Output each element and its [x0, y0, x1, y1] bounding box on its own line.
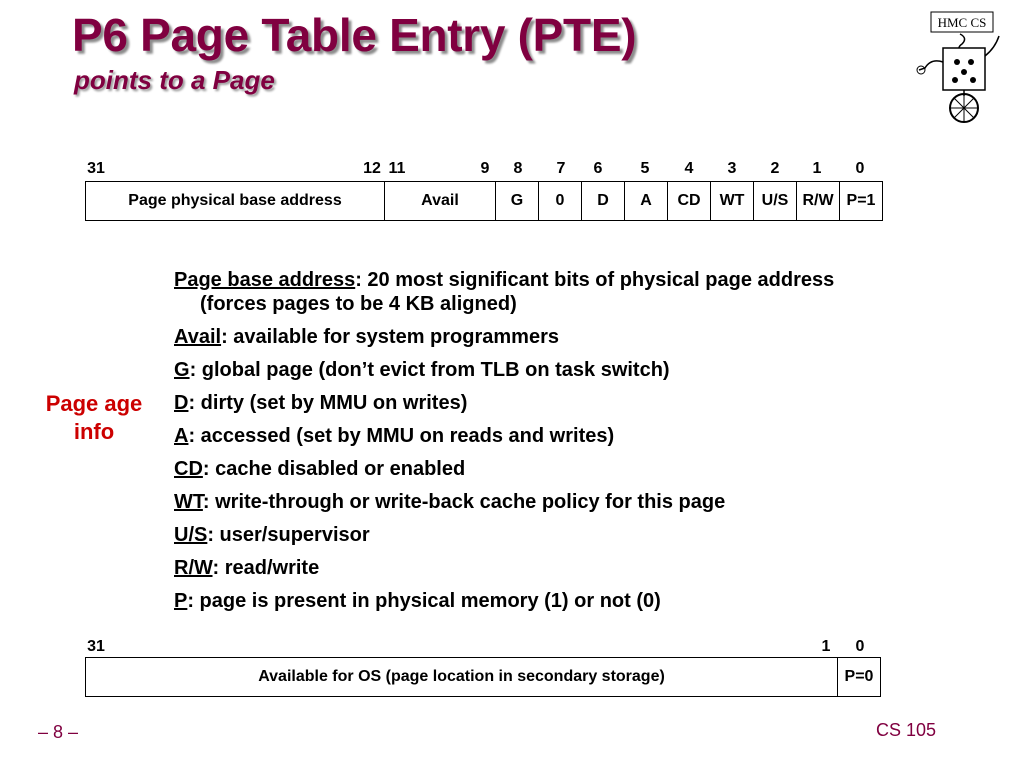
logo-text: HMC CS [937, 15, 987, 30]
desc-term: U/S [174, 524, 208, 546]
field-p0: P=0 [838, 658, 881, 697]
bit-number: 12 [363, 160, 381, 177]
desc-text: : write-through or write-back cache policy for this page [202, 491, 726, 513]
desc-wt [174, 490, 874, 514]
desc-term: D [174, 392, 189, 414]
pte-present-table [85, 181, 883, 221]
desc-text: : available for system programmers [221, 326, 559, 348]
hmc-cs-logo [915, 6, 1010, 124]
bit-number: 31 [87, 638, 105, 655]
field-us: U/S [754, 182, 797, 221]
bit-number: 6 [593, 160, 603, 177]
slide-subtitle: points to a Page [74, 65, 275, 95]
bit-number: 11 [388, 160, 406, 177]
field-a: A [625, 182, 668, 221]
desc-text: : user/supervisor [207, 524, 370, 546]
desc-page-base-address [174, 268, 874, 316]
desc-d [174, 391, 874, 415]
desc-term: R/W [174, 557, 213, 579]
desc-us [174, 523, 874, 547]
bit-number: 0 [855, 638, 865, 655]
course-label: CS 105 [876, 720, 937, 740]
bit-number: 0 [855, 160, 865, 177]
desc-term: Avail [174, 326, 222, 348]
desc-text: : dirty (set by MMU on writes) [188, 392, 468, 414]
bit-number: 31 [87, 160, 105, 177]
page-age-note [30, 390, 158, 446]
desc-a [174, 424, 874, 448]
field-zero: 0 [539, 182, 582, 221]
bit-number: 1 [812, 160, 822, 177]
bit-number: 8 [513, 160, 523, 177]
page-age-note-line1: Page age [45, 391, 143, 416]
bit-number: 2 [770, 160, 780, 177]
field-p1: P=1 [840, 182, 883, 221]
field-wt: WT [711, 182, 754, 221]
field-descriptions [174, 268, 874, 622]
desc-term: G [174, 359, 190, 381]
desc-g [174, 358, 874, 382]
desc-text: : cache disabled or enabled [202, 458, 466, 480]
desc-cd [174, 457, 874, 481]
desc-text: : page is present in physical memory (1) or not (0) [187, 590, 661, 612]
page-number: – 8 – [38, 722, 79, 742]
desc-rw [174, 556, 874, 580]
desc-term: A [174, 425, 189, 447]
page-age-note-line2: info [73, 419, 115, 444]
desc-text: : read/write [212, 557, 320, 579]
bit-number: 1 [821, 638, 831, 655]
pte-absent-table [85, 657, 881, 697]
field-rw: R/W [797, 182, 840, 221]
desc-term: CD [174, 458, 203, 480]
bit-number: 3 [727, 160, 737, 177]
desc-avail [174, 325, 874, 349]
bit-number: 4 [684, 160, 694, 177]
desc-term: WT [174, 491, 203, 513]
field-page-base-address: Page physical base address [86, 182, 385, 221]
desc-term: Page base address [174, 269, 356, 291]
desc-text: : accessed (set by MMU on reads and writes) [188, 425, 615, 447]
field-cd: CD [668, 182, 711, 221]
slide-title: P6 Page Table Entry (PTE) [72, 9, 637, 61]
bit-number: 9 [480, 160, 490, 177]
desc-term: P [174, 590, 188, 612]
desc-text: : 20 most significant bits of physical page address (forces pages to be 4 KB aligned) [200, 269, 835, 315]
field-os-available: Available for OS (page location in secondary storage) [86, 658, 838, 697]
bit-number: 5 [640, 160, 650, 177]
field-d: D [582, 182, 625, 221]
field-avail: Avail [385, 182, 496, 221]
field-g: G [496, 182, 539, 221]
desc-text: : global page (don’t evict from TLB on task switch) [189, 359, 670, 381]
bit-number: 7 [556, 160, 566, 177]
desc-p [174, 589, 874, 613]
